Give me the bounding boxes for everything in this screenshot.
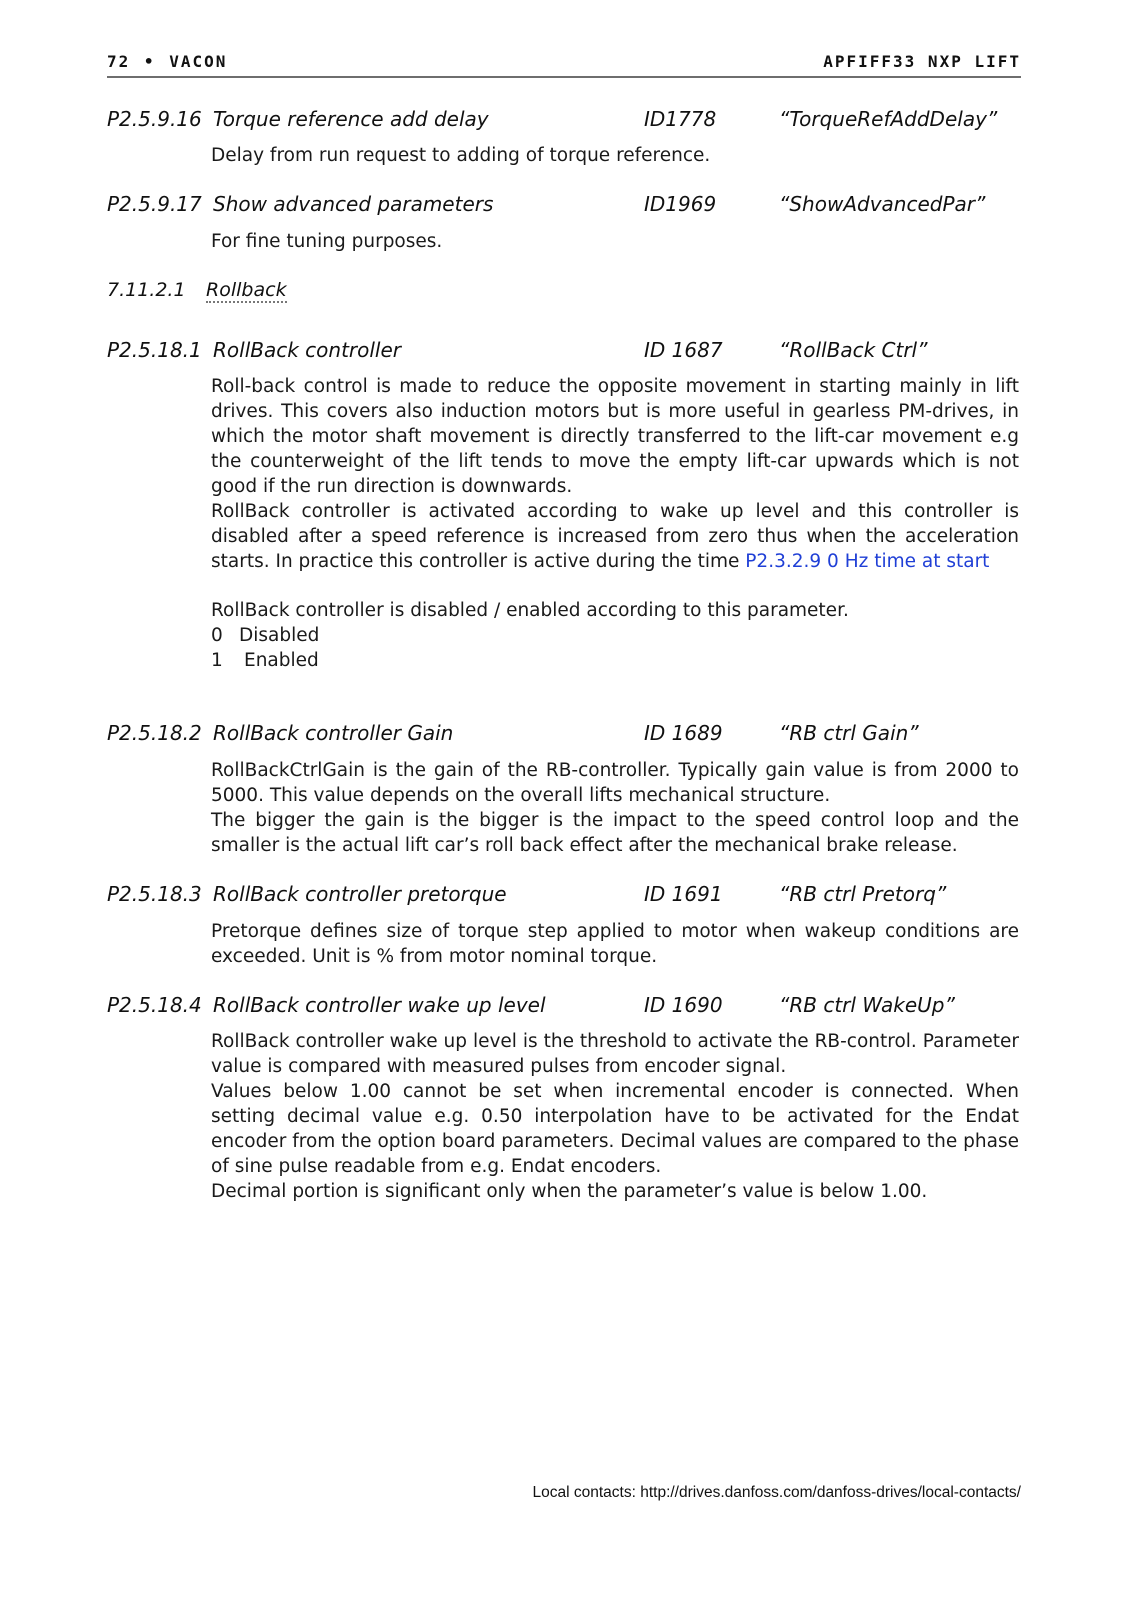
param-name: Show advanced parameters <box>213 192 494 216</box>
description-paragraph: Values below 1.00 cannot be set when incremental encoder is connected. When setting decimal value e.g. 0.50 interpolation have to be activated for the Endat encoder from the option board parameters. Decimal values are compared to the phase of sine pulse readable from e.g. Endat encoders. <box>211 1081 1019 1177</box>
description-paragraph: Decimal portion is significant only when the parameter’s value is below 1.00. <box>211 1181 928 1202</box>
param-description <box>211 1029 1019 1204</box>
page-number: 72 <box>107 52 131 71</box>
param-description <box>211 143 1019 168</box>
parameter-reference-link[interactable]: P2.3.2.9 0 Hz time at start <box>745 551 990 572</box>
param-name: Torque reference add delay <box>213 107 489 131</box>
description-paragraph: RollBack controller wake up level is the threshold to activate the RB-control. Parameter value is compared with measured pulses from encoder signal. <box>211 1031 1019 1077</box>
option-item <box>211 648 319 673</box>
param-description <box>211 229 1019 254</box>
param-alias: “RB ctrl Pretorq” <box>779 882 947 906</box>
param-alias: “ShowAdvancedPar” <box>779 192 986 216</box>
option-item <box>211 623 319 648</box>
param-id: ID1778 <box>644 107 717 131</box>
param-alias: “RollBack Ctrl” <box>779 338 928 362</box>
param-code: P2.5.9.17 <box>107 192 202 216</box>
param-code: P2.5.9.16 <box>107 107 202 131</box>
param-name: RollBack controller Gain <box>213 721 454 745</box>
param-code: P2.5.18.4 <box>107 993 202 1017</box>
section-number: 7.11.2.1 <box>107 279 186 301</box>
option-value: 0 <box>211 625 223 646</box>
param-description <box>211 919 1019 969</box>
param-id: ID1969 <box>644 192 717 216</box>
option-value: 1 <box>211 650 223 671</box>
page-header <box>107 52 1021 78</box>
param-description <box>211 758 1019 858</box>
param-id: ID 1690 <box>644 993 723 1017</box>
brand-name: VACON <box>169 52 228 71</box>
description-paragraph: RollBack controller is disabled / enabled according to this parameter. <box>211 600 849 621</box>
param-name: RollBack controller wake up level <box>213 993 546 1017</box>
description-paragraph: RollBackCtrlGain is the gain of the RB-controller. Typically gain value is from 2000 to 5000. This value depends on the overall lifts mechanical structure. <box>211 760 1019 806</box>
description-paragraph: Roll-back control is made to reduce the opposite movement in starting mainly in lift drives. This covers also induction motors but is more useful in gearless PM-drives, in which the motor shaft movement is directly transferred to the lift-car movement e.g the counterweight of the lift tends to move the empty lift-car upwards which is not good if the run direction is downwards. <box>211 376 1019 497</box>
document-title: APFIFF33 NXP LIFT <box>823 52 1021 71</box>
section-title-link[interactable]: Rollback <box>206 279 287 301</box>
header-left <box>107 52 227 71</box>
param-code: P2.5.18.1 <box>107 338 202 362</box>
param-alias: “TorqueRefAddDelay” <box>779 107 998 131</box>
section-heading <box>107 279 287 301</box>
description-paragraph <box>211 499 1019 574</box>
option-label: Enabled <box>244 650 319 671</box>
description-text: RollBack controller is activated according to wake up level and this controller is disabled after a speed reference is increased from zero thus when the acceleration starts. In practice this controller is active during the time <box>211 501 1019 572</box>
footer-contacts[interactable]: Local contacts: http://drives.danfoss.com/danfoss-drives/local-contacts/ <box>532 1484 1021 1501</box>
param-code: P2.5.18.2 <box>107 721 202 745</box>
param-id: ID 1689 <box>644 721 723 745</box>
bullet-icon: • <box>143 52 156 71</box>
param-description <box>211 598 1019 623</box>
option-label: Disabled <box>239 625 320 646</box>
description-paragraph: The bigger the gain is the bigger is the impact to the speed control loop and the smaller is the actual lift car’s roll back effect after the mechanical brake release. <box>211 810 1019 856</box>
param-name: RollBack controller pretorque <box>213 882 507 906</box>
description-text: Delay from run request to adding of torque reference. <box>211 145 711 166</box>
param-alias: “RB ctrl WakeUp” <box>779 993 955 1017</box>
param-name: RollBack controller <box>213 338 402 362</box>
param-id: ID 1687 <box>644 338 723 362</box>
param-description <box>211 374 1019 574</box>
description-paragraph: Pretorque defines size of torque step applied to motor when wakeup conditions are exceeded. Unit is % from motor nominal torque. <box>211 921 1019 967</box>
param-code: P2.5.18.3 <box>107 882 202 906</box>
param-id: ID 1691 <box>644 882 723 906</box>
description-text: For fine tuning purposes. <box>211 231 443 252</box>
param-alias: “RB ctrl Gain” <box>779 721 919 745</box>
